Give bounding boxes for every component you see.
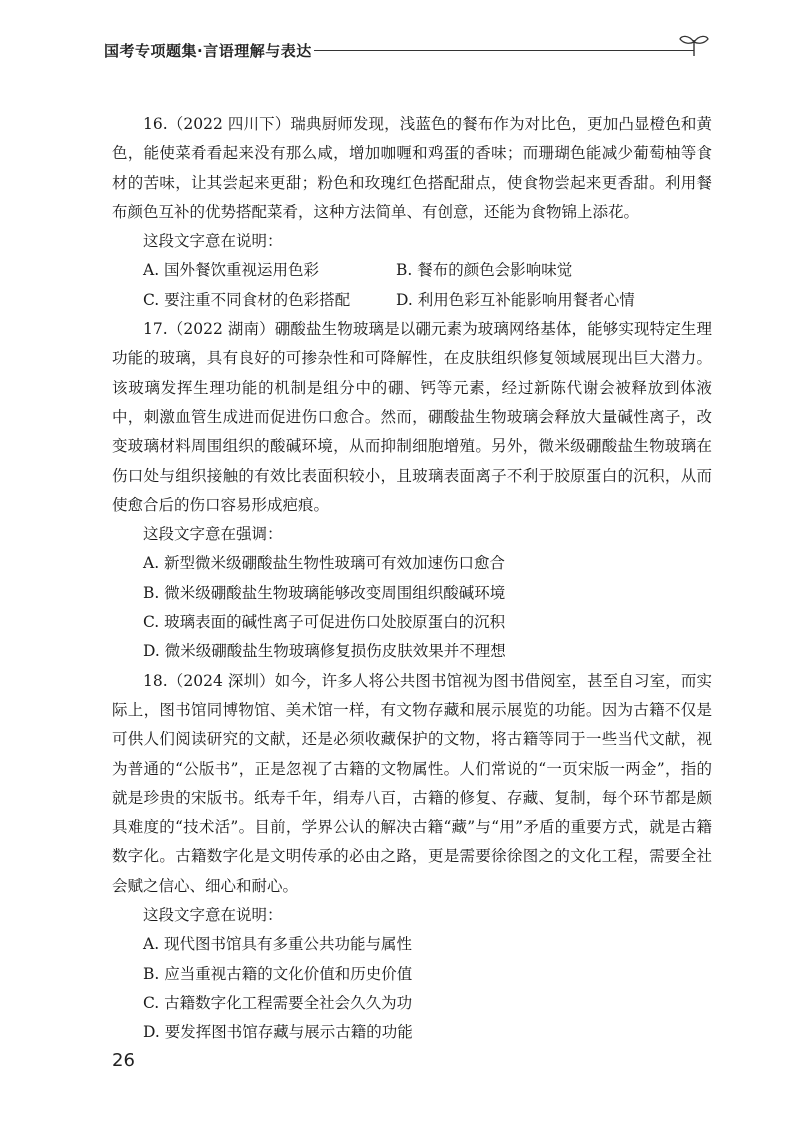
option-c: C. 要注重不同食材的色彩搭配 [143, 290, 351, 309]
option-a: A. 现代图书馆具有多重公共功能与属性 [143, 935, 413, 954]
header-title: 国考专项题集·言语理解与表达 [104, 42, 312, 60]
running-header [104, 36, 704, 76]
question-text: 18.（2024 深圳）如今，许多人将公共图书馆视为图书借阅室，甚至自习室，而实际上，图书馆同博物馆、美术馆一样，有文物存藏和展示展览的功能。因为古籍不仅是可供人们阅读研究的文献，还是必须收藏保护的文物，将古籍等同于一些当代文献，视为普通的“公版书”，正是忽视了古籍的文物属性。人们常说的“一页宋版一两金”，指的就是珍贵的宋版书。纸寿千年，绢寿八百，古籍的修复、存藏、复制，每个环节都是颇具难度的“技术活”。目前，学界公认的解决古籍“藏”与“用”矛盾的重要方式，就是古籍数字化。古籍数字化是文明传承的必由之路，更是需要徐徐图之的文化工程，需要全社会赋之信心、细心和耐心。 [112, 671, 712, 895]
question-18 [112, 667, 712, 1048]
option-a: A. 国外餐饮重视运用色彩 [143, 261, 320, 280]
question-17 [112, 315, 712, 667]
question-text: 16.（2022 四川下）瑞典厨师发现，浅蓝色的餐布作为对比色，更加凸显橙色和黄色，能使菜肴看起来没有那么咸，增加咖喱和鸡蛋的香味；而珊瑚色能减少葡萄柚等食材的苦味，让其尝起来更甜；粉色和玫瑰红色搭配甜点，使食物尝起来更香甜。利用餐布颜色互补的优势搭配菜肴，这种方法简单、有创意，还能为食物锦上添花。 [112, 115, 712, 221]
option-row [112, 256, 712, 285]
option-d: D. 要发挥图书馆存藏与展示古籍的功能 [143, 1023, 413, 1042]
page-number: 26 [112, 1050, 135, 1071]
option-d: D. 微米级硼酸盐生物玻璃修复损伤皮肤效果并不理想 [143, 642, 506, 661]
option-c: C. 玻璃表面的碱性离子可促进伤口处胶原蛋白的沉积 [143, 613, 506, 632]
question-16 [112, 110, 712, 315]
page-content [112, 110, 712, 1048]
option-a: A. 新型微米级硼酸盐生物性玻璃可有效加速伤口愈合 [143, 554, 506, 573]
sprout-leaf-icon [678, 32, 710, 58]
option-b: B. 应当重视古籍的文化价值和历史价值 [143, 964, 413, 983]
option-b: B. 餐布的颜色会影响味觉 [396, 261, 573, 280]
option-d: D. 利用色彩互补能影响用餐者心情 [396, 290, 635, 309]
question-text: 17.（2022 湖南）硼酸盐生物玻璃是以硼元素为玻璃网络基体，能够实现特定生理功能的玻璃，具有良好的可掺杂性和可降解性，在皮肤组织修复领域展现出巨大潜力。该玻璃发挥生理功能的机制是组分中的硼、钙等元素，经过新陈代谢会被释放到体液中，刺激血管生成进而促进伤口愈合。然而，硼酸盐生物玻璃会释放大量碱性离子，改变玻璃材料周围组织的酸碱环境，从而抑制细胞增殖。另外，微米级硼酸盐生物玻璃在伤口处与组织接触的有效比表面积较小，且玻璃表面离子不利于胶原蛋白的沉积，从而使愈合后的伤口容易形成疤痕。 [112, 320, 712, 514]
question-stem: 这段文字意在强调： [143, 525, 283, 544]
option-b: B. 微米级硼酸盐生物玻璃能够改变周围组织酸碱环境 [143, 583, 506, 602]
question-stem: 这段文字意在说明： [143, 232, 283, 251]
question-stem: 这段文字意在说明： [143, 906, 283, 925]
header-rule [314, 50, 694, 51]
option-row [112, 286, 712, 315]
option-c: C. 古籍数字化工程需要全社会久久为功 [143, 993, 413, 1012]
